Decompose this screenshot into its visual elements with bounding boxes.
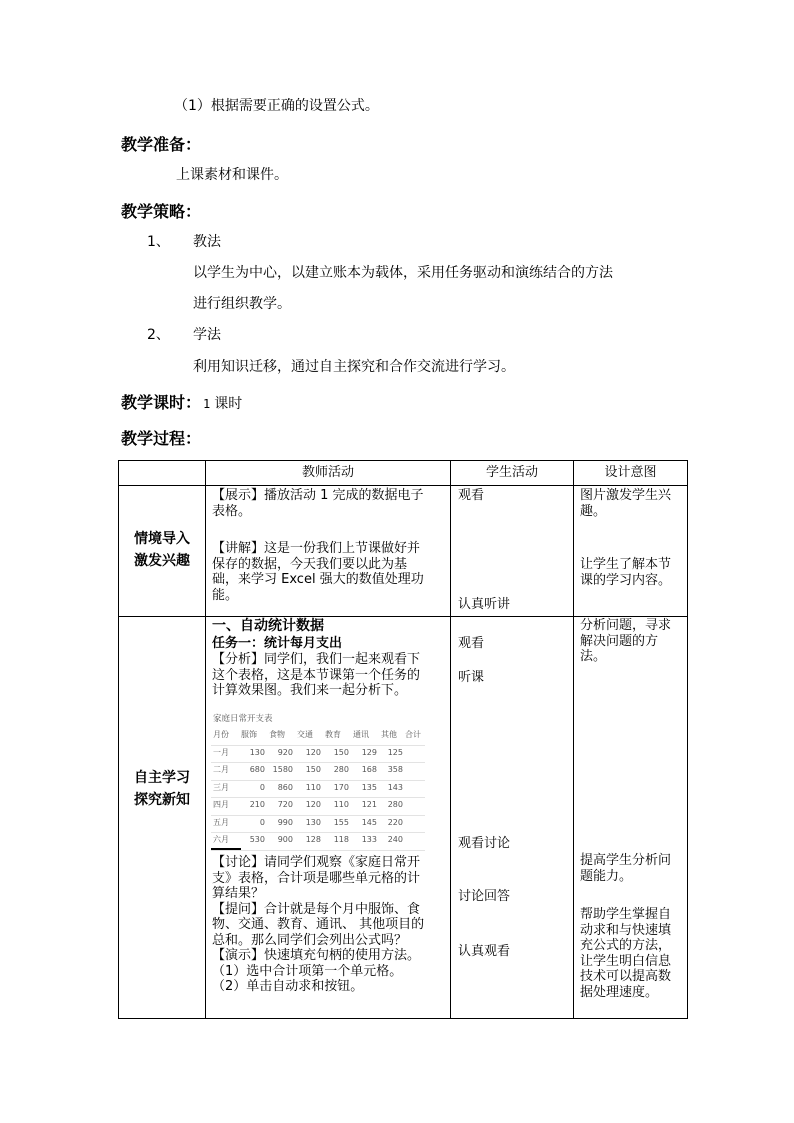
sheet-value-cell: 860	[277, 782, 293, 792]
sheet-selection-marker	[211, 848, 241, 850]
sheet-value-cell: 110	[333, 800, 349, 809]
sheet-value-cell: 990	[277, 817, 293, 827]
process-heading: 教学过程：	[121, 429, 202, 448]
sheet-col-clothing: 服饰	[241, 730, 257, 739]
sheet-data-row	[211, 780, 425, 799]
sheet-value-cell: 0	[259, 817, 265, 827]
sheet-value-cell: 121	[361, 800, 377, 809]
text-line: 表格。	[212, 503, 252, 519]
intent-interest-text	[580, 488, 671, 519]
phase-label-2-line-2: 探究新知	[134, 792, 190, 808]
sheet-month-cell: 五月	[213, 817, 229, 827]
phase-label-1-line-1: 情境导入	[134, 531, 190, 547]
teacher-show-text	[212, 488, 424, 519]
text-line: 【演示】快速填充句柄的使用方法。	[212, 948, 421, 963]
teacher-explain-text	[212, 541, 424, 603]
sheet-value-cell: 920	[277, 747, 293, 757]
sheet-value-cell: 130	[249, 747, 265, 757]
task-title: 任务一：统计每月支出	[212, 636, 343, 651]
prep-text: 上课素材和课件。	[176, 167, 288, 183]
sheet-col-transport: 交通	[297, 730, 313, 739]
text-line: 题能力。	[580, 868, 633, 884]
sheet-value-cell: 110	[305, 782, 321, 792]
strategy-heading: 教学策略：	[121, 202, 202, 221]
text-line: 这个表格，这是本节课第一个任务的	[212, 667, 421, 683]
sheet-value-cell: 155	[333, 817, 349, 827]
sheet-value-cell: 168	[361, 765, 377, 774]
sheet-month-cell: 六月	[213, 835, 229, 844]
text-line: 【讲解】这是一份我们上节课做好并	[212, 541, 421, 556]
sheet-value-cell: 280	[333, 765, 349, 774]
sheet-value-cell: 120	[305, 747, 321, 757]
sheet-value-cell: 720	[277, 800, 293, 809]
text-line: 【提问】合计就是每个月中服饰、食	[212, 901, 421, 917]
sheet-month-cell: 二月	[213, 765, 229, 774]
text-line: 支》表格，合计项是哪些单元格的计	[212, 870, 421, 886]
sheet-value-cell: 280	[387, 800, 403, 809]
text-line: 础，来学习 Excel 强大的数值处理功	[212, 572, 424, 587]
student-activity-2: 听课	[458, 670, 485, 685]
text-line: 据处理速度。	[580, 984, 659, 1000]
sheet-data-row	[211, 762, 425, 781]
strategy-item-2-title: 学法	[193, 327, 221, 343]
strategy-item-2-num: 2、	[147, 327, 170, 343]
table-col-divider-3	[573, 460, 574, 1019]
sheet-value-cell: 150	[305, 765, 321, 774]
expense-spreadsheet-image	[211, 710, 425, 852]
header-teacher: 教师活动	[301, 465, 354, 480]
header-intent: 设计意图	[604, 465, 657, 480]
strategy-item-1-title: 教法	[193, 234, 221, 250]
intent-method-text	[580, 907, 671, 1000]
text-line: 算结果？	[212, 886, 265, 901]
table-border-top	[118, 460, 688, 461]
text-line: 课的学习内容。	[580, 572, 672, 588]
objective-line: （1）根据需要正确的设置公式。	[174, 98, 379, 114]
strategy-item-1-line-2: 进行组织教学。	[193, 296, 291, 312]
text-line: 分析问题，寻求	[580, 618, 672, 633]
sheet-month-cell: 四月	[213, 800, 229, 809]
sheet-title: 家庭日常开支表	[213, 714, 273, 724]
sheet-value-cell: 240	[387, 835, 403, 844]
sheet-col-food: 食物	[269, 730, 285, 739]
sheet-data-row	[211, 815, 425, 834]
hours-unit: 课时	[214, 396, 243, 412]
sheet-data-row	[211, 832, 425, 851]
text-line: 法。	[580, 649, 607, 664]
sheet-value-cell: 133	[361, 835, 377, 844]
table-row-divider	[118, 616, 688, 617]
student-activity-5: 认真观看	[458, 944, 511, 959]
text-line: 【讨论】请同学们观察《家庭日常开	[212, 855, 421, 870]
teacher-task-text	[212, 618, 420, 699]
phase-label-1	[119, 528, 205, 572]
text-line: 解决问题的方	[580, 633, 659, 649]
strategy-item-2-line-1: 利用知识迁移，通过自主探究和合作交流进行学习。	[193, 359, 515, 375]
text-line: 保存的数据，今天我们要以此为基	[212, 556, 408, 572]
text-line: 图片激发学生兴	[580, 488, 672, 503]
teacher-discussion-text	[212, 855, 424, 995]
header-student: 学生活动	[485, 465, 538, 480]
text-line: 充公式的方法，	[580, 938, 672, 953]
text-line: 提高学生分析问	[580, 853, 672, 868]
sheet-value-cell: 129	[361, 747, 377, 757]
text-line: 【分析】同学们，我们一起来观看下	[212, 652, 421, 667]
phase-label-2	[119, 767, 205, 811]
prep-heading: 教学准备：	[121, 135, 202, 154]
sheet-data-row	[211, 745, 425, 764]
sheet-col-telecom: 通讯	[353, 730, 369, 739]
intent-ability-text	[580, 853, 671, 884]
sheet-value-cell: 145	[361, 817, 377, 827]
text-line: 趣。	[580, 503, 607, 519]
intent-content-text	[580, 557, 671, 588]
text-line: 总和。那么同学们会列出公式吗？	[212, 932, 408, 948]
table-header-divider	[118, 485, 688, 486]
sheet-value-cell: 210	[249, 800, 265, 809]
sheet-value-cell: 680	[249, 765, 265, 774]
sheet-value-cell: 128	[305, 835, 321, 844]
text-line: 帮助学生掌握自	[580, 907, 672, 922]
text-line: 让学生了解本节	[580, 557, 672, 572]
table-border-right	[687, 460, 688, 1019]
phase-label-1-line-2: 激发兴趣	[134, 553, 190, 569]
hours-line	[121, 390, 242, 414]
sheet-value-cell: 900	[277, 835, 293, 844]
student-activity-4: 讨论回答	[458, 889, 511, 904]
sheet-col-other: 其他	[381, 730, 397, 739]
sheet-value-cell: 1580	[272, 765, 293, 774]
sheet-value-cell: 120	[305, 800, 321, 809]
lesson-process-table	[118, 460, 688, 1019]
sheet-data-row	[211, 797, 425, 816]
text-line: 让学生明白信息	[580, 953, 672, 969]
text-line: 计算效果图。我们来一起分析下。	[212, 683, 408, 698]
sheet-month-cell: 三月	[213, 782, 229, 792]
student-activity-3: 观看讨论	[458, 836, 511, 851]
table-col-divider-2	[450, 460, 451, 1019]
intent-analysis-text	[580, 618, 671, 665]
hours-value: 1	[203, 397, 211, 411]
sheet-value-cell: 530	[249, 835, 265, 844]
section-title: 一、自动统计数据	[212, 618, 324, 634]
text-line: 动求和与快速填	[580, 922, 672, 938]
text-line: （1）选中合计项第一个单元格。	[212, 963, 403, 979]
sheet-value-cell: 118	[333, 835, 349, 844]
sheet-month-cell: 一月	[213, 747, 229, 757]
hours-heading: 教学课时：	[121, 393, 202, 412]
sheet-col-month: 月份	[213, 730, 229, 739]
sheet-value-cell: 170	[333, 782, 349, 792]
sheet-value-cell: 358	[387, 765, 403, 774]
text-line: 技术可以提高数	[580, 969, 672, 984]
sheet-value-cell: 220	[387, 817, 403, 827]
sheet-value-cell: 150	[333, 747, 349, 757]
table-border-bottom	[118, 1018, 688, 1019]
text-line: （2）单击自动求和按钮。	[212, 979, 364, 994]
table-col-divider-1	[205, 460, 206, 1019]
strategy-item-1-line-1: 以学生为中心，以建立账本为载体，采用任务驱动和演练结合的方法	[193, 265, 613, 281]
sheet-col-education: 教育	[325, 730, 341, 739]
sheet-value-cell: 0	[259, 782, 265, 792]
strategy-item-1-num: 1、	[147, 234, 170, 250]
student-listen-text: 认真听讲	[458, 597, 511, 612]
student-watch-text: 观看	[458, 488, 485, 503]
sheet-value-cell: 130	[305, 817, 321, 827]
sheet-value-cell: 125	[387, 747, 403, 757]
student-activity-1: 观看	[458, 636, 485, 651]
sheet-value-cell: 135	[361, 782, 377, 792]
sheet-col-total: 合计	[405, 730, 421, 739]
text-line: 能。	[212, 587, 239, 603]
text-line: 【展示】播放活动 1 完成的数据电子	[212, 488, 424, 503]
text-line: 物、交通、教育、通讯、 其他项目的	[212, 917, 425, 932]
phase-label-2-line-1: 自主学习	[134, 770, 190, 786]
sheet-header-row	[211, 727, 425, 746]
sheet-value-cell: 143	[387, 782, 403, 792]
